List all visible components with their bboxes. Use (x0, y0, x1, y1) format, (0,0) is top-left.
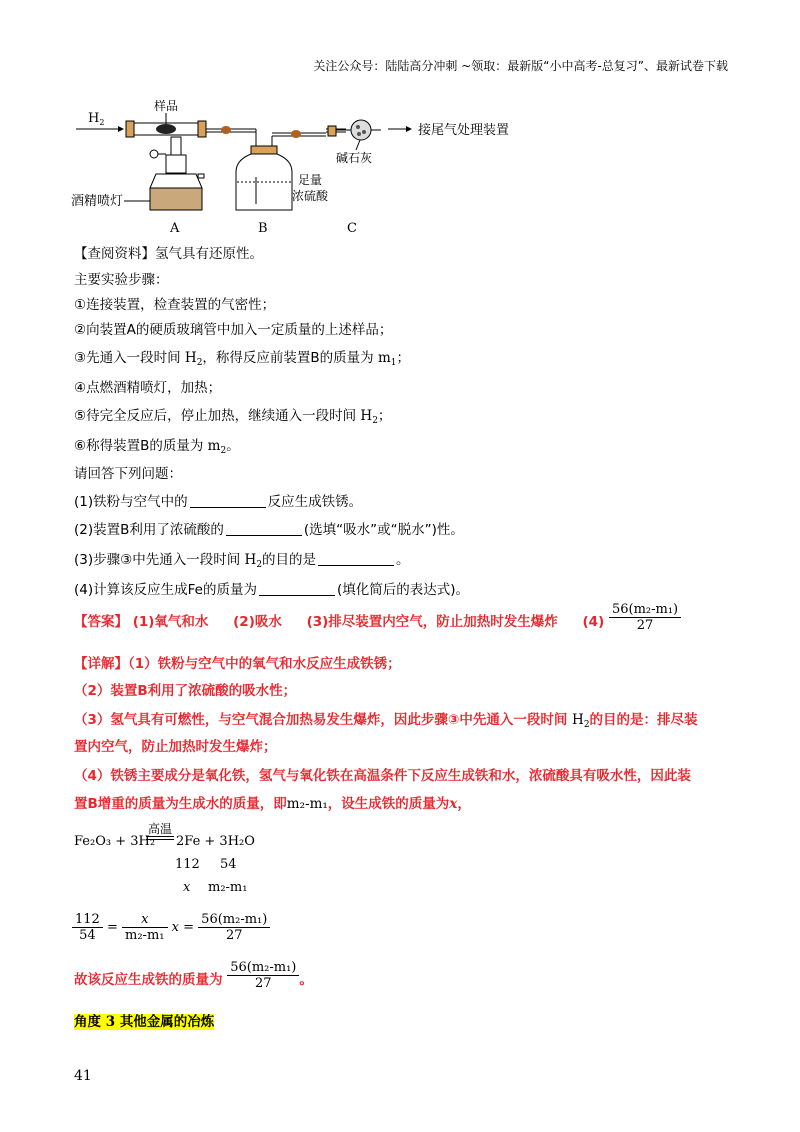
label-a: A (170, 221, 180, 236)
page-header: 关注公众号：陆陆高分冲刺 ~领取：最新版“小中高考-总复习”、最新试卷下载 (313, 59, 728, 73)
question-4: (4)计算该反应生成Fe的质量为 (填化简后的表达式)。 (74, 582, 470, 598)
info-tag: 【查阅资料】 (74, 246, 155, 262)
sample-pile (156, 124, 176, 134)
conc-sulfuric-acid (237, 182, 291, 209)
label-b: B (258, 221, 268, 236)
answer-blank[interactable] (190, 495, 266, 508)
exhaust-label: 接尾气处理装置 (418, 123, 510, 138)
label-c: C (347, 221, 357, 236)
detail-3-cont: 置内空气，防止加热时发生爆炸； (74, 739, 277, 755)
unknown-x: x (183, 880, 191, 895)
mass-fe: 112 (175, 857, 200, 872)
acid-label-1: 足量 (298, 173, 323, 187)
h2-formula: $H_2$ (360, 408, 378, 426)
equation-arrow (146, 836, 174, 840)
answer-fraction: $\frac{\text{56(m₂-m₁)}}{27}$ (609, 602, 681, 633)
h2-formula: $H_2$ (184, 350, 203, 368)
equation-condition: 高温 (148, 822, 173, 836)
unknown-water: m₂-m₁ (208, 880, 248, 895)
question-2: (2)装置B利用了浓硫酸的 (选填“吸水”或“脱水”)性。 (74, 522, 464, 538)
h2-formula: $H_2$ (244, 552, 263, 570)
lamp-label: 酒精喷灯 (71, 194, 124, 209)
detail-1: 【详解】（1）铁粉与空气中的氧气和水反应生成铁锈； (74, 656, 401, 672)
detail-2: （2）装置B利用了浓硫酸的吸水性； (74, 683, 297, 699)
steps-title: 主要实验步骤： (74, 272, 169, 288)
answer-2: (2)吸水 (233, 614, 282, 630)
info-text: 氢气具有还原性。 (155, 246, 263, 262)
h2-formula: $H_2$ (572, 712, 590, 730)
answer-line (74, 601, 681, 633)
detail-4-cont: 置B增重的质量为生成水的质量，即m₂-m₁，设生成铁的质量为x， (74, 796, 471, 812)
detail-3: （3）氢气具有可燃性，与空气混合加热易发生爆炸，因此步骤③中先通入一段时间 $H_2$的目的是：排尽装 (74, 712, 698, 730)
step-2: ②向装置A的硬质玻璃管中加入一定质量的上述样品； (74, 322, 393, 338)
mass-water: 54 (220, 857, 237, 872)
h2-inlet-label: $H_2$ (88, 111, 105, 127)
soda-lime-tube (351, 120, 371, 140)
conclusion: 故该反应生成铁的质量为 $\frac{\text{56(m₂-m₁)}}{27}$ 。 (74, 959, 313, 991)
question-1: (1)铁粉与空气中的 反应生成铁锈。 (74, 494, 363, 510)
page-number: 41 (74, 1068, 92, 1084)
detail-4: （4）铁锈主要成分是氧化铁，氢气与氧化铁在高温条件下反应生成铁和水，浓硫酸具有吸水性，因此装 (74, 768, 691, 784)
acid-label-2: 浓硫酸 (292, 189, 329, 203)
question-3: (3)步骤③中先通入一段时间 $H_2$的目的是 。 (74, 552, 410, 570)
answer-1: (1)氧气和水 (132, 614, 209, 630)
equation-lhs: Fe₂O₃ + 3H₂ (74, 834, 156, 849)
section-heading: 角度 3 其他金属的冶炼 (74, 1014, 215, 1030)
info-line (74, 242, 263, 262)
answer-4: (4) (582, 614, 605, 630)
sample-label: 样品 (154, 99, 179, 113)
answer-blank[interactable] (226, 523, 302, 536)
answer-blank[interactable] (318, 553, 394, 566)
step-6: ⑥称得装置B的质量为 $m_2$。 (74, 438, 240, 456)
experiment-apparatus-diagram (66, 92, 546, 242)
equation-rhs: 2Fe + 3H₂O (176, 834, 255, 849)
detail-tag: 【详解】 (74, 656, 128, 672)
step-4: ④点燃酒精喷灯，加热； (74, 380, 222, 396)
step-3: ③先通入一段时间 $H_2$，称得反应前装置B的质量为 $m_1$； (74, 350, 411, 368)
answer-tag: 【答案】 (74, 614, 128, 630)
step-1: ①连接装置，检查装置的气密性； (74, 297, 276, 313)
step-5: ⑤待完全反应后，停止加热，继续通入一段时间 $H_2$； (74, 408, 392, 426)
m1-formula: $m_1$ (377, 350, 397, 368)
alcohol-lamp-base (150, 188, 202, 210)
proportion: $\frac{112}{54}$ = $\frac{x}{\text{m₂-m₁}}$ x = $\frac{\text{56(m₂-m₁)}}{27}$ (72, 912, 270, 943)
questions-title: 请回答下列问题： (74, 466, 182, 482)
soda-lime-label: 碱石灰 (336, 151, 373, 165)
answer-blank[interactable] (259, 583, 335, 596)
answer-3: (3)排尽装置内空气，防止加热时发生爆炸 (306, 614, 558, 630)
m2-formula: $m_2$ (207, 438, 227, 456)
